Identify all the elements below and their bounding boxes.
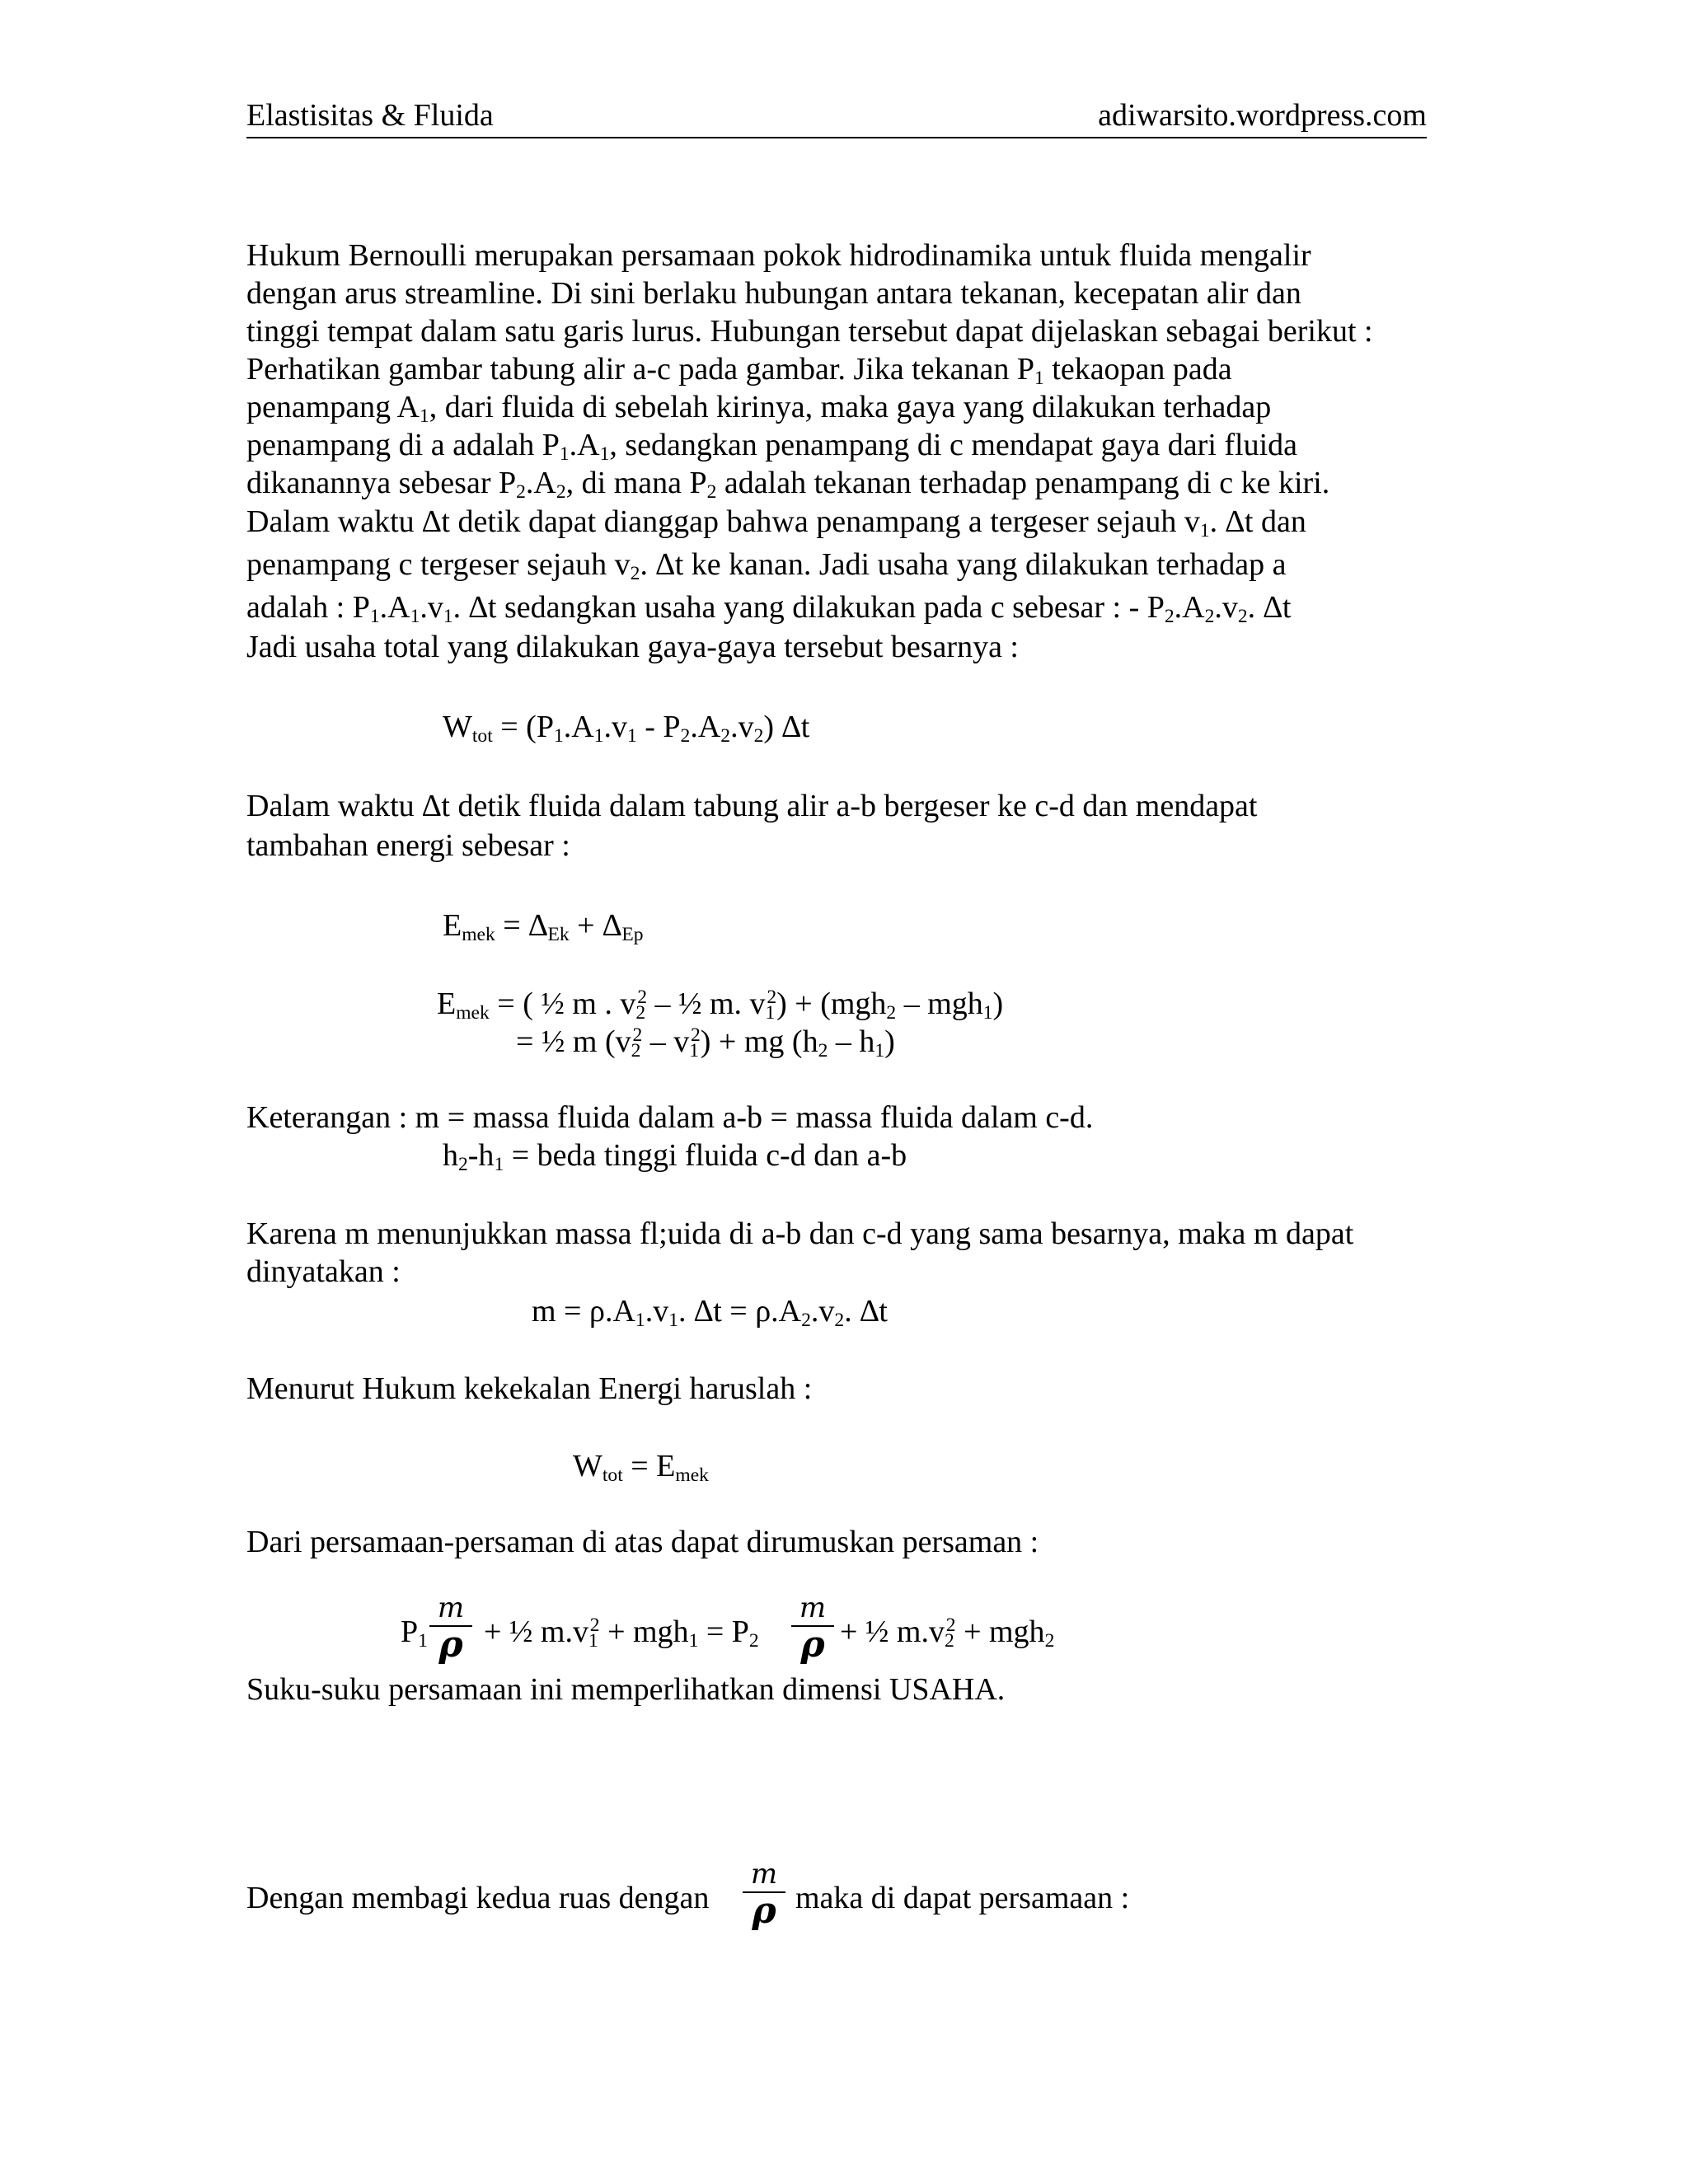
subscript: 1 [418,1629,428,1652]
paragraph-line: Karena m menunjukkan massa fl;uida di a-b dan c-d yang sama besarnya, maka m dapat [246,1216,1354,1251]
text-run: Perhatikan gambar tabung alir a-c pada gambar. Jika tekanan P [246,352,1034,387]
text-run: = ∆ [495,908,548,943]
subscript: 2 [1044,1629,1055,1652]
equation-emek-expanded [437,985,1003,1023]
text-run: . ∆t dan [1209,504,1306,539]
text-run: . ∆t [1247,590,1292,625]
subscript: 1 [593,724,604,747]
paragraph-line: dengan arus streamline. Di sini berlaku hubungan antara tekanan, kecepatan alir dan [246,276,1301,311]
subscript: 1 [668,1309,678,1331]
subscript: 2 [945,1629,954,1652]
text-run: P [401,1615,419,1649]
subscript: 1 [1034,367,1044,389]
fraction-denominator: ρ [752,1890,776,1932]
text-run: .v [730,710,754,744]
subscript: 1 [410,605,420,627]
subscript: mek [456,1001,490,1024]
paragraph-line: Dalam waktu ∆t detik fluida dalam tabung alir a-b bergeser ke c-d dan mendapat [246,789,1258,823]
subscript: 1 [443,605,453,627]
superscript: 2 [589,1615,600,1637]
equation-energy-conservation [573,1447,709,1485]
paragraph-line: Hukum Bernoulli merupakan persamaan pokok hidrodinamika untuk fluida mengalir [246,238,1311,273]
text-run: dikanannya sebesar P [246,466,517,500]
text-run: , dari fluida di sebelah kirinya, maka gaya yang dilakukan terhadap [429,390,1272,424]
text-run: adalah : P [246,590,370,625]
paragraph-line: tambahan energi sebesar : [246,828,570,863]
fraction-denominator: ρ [800,1624,825,1666]
paragraph-line [246,464,1329,502]
superscript: 2 [945,1615,956,1637]
keterangan-line: Keterangan : m = massa fluida dalam a-b = massa fluida dalam c-d. [246,1100,1094,1135]
paragraph-line: Suku-suku persamaan ini memperlihatkan dimensi USAHA. [246,1672,1006,1707]
text-run: , di mana P [565,466,707,500]
text-run: .A [563,710,594,744]
subscript: 1 [626,724,637,747]
equation-bernoulli-end [840,1613,1054,1651]
subscript: tot [471,724,493,747]
subscript: 1 [599,443,610,465]
text-run: ) + mg (h [700,1024,818,1059]
paragraph-line: Menurut Hukum kekekalan Energi haruslah : [246,1371,813,1406]
subscript: 2 [458,1153,468,1175]
subscript: 2 [1164,605,1175,627]
paragraph-line [246,588,1291,626]
subscript: 2 [516,480,526,503]
paragraph-line: dinyatakan : [246,1254,401,1289]
equation-emek-simplified [516,1023,895,1061]
subscript: 2 [680,724,691,747]
text-run: .v [645,1294,669,1329]
text-run: -h [467,1138,495,1173]
text-run: E [437,987,457,1021]
header-title: Elastisitas & Fluida [246,98,494,133]
text-run: tekaopan pada [1043,352,1232,387]
equation-wtot [443,708,809,746]
subscript: 2 [886,1001,897,1024]
fraction-m-over-rho [788,1591,837,1666]
text-run: , sedangkan penampang di c mendapat gaya dari fluida [609,428,1298,462]
subscript: 1 [765,1001,776,1024]
superscript: 2 [767,987,777,1009]
text-run: – h [828,1024,875,1059]
text-run: . ∆t = ρ.A [678,1294,802,1329]
text-run: Dalam waktu ∆t detik dapat dianggap bahwa penampang a tergeser sejauh v [246,504,1200,539]
subscript: 1 [369,605,380,627]
subscript: 1 [553,724,564,747]
subscript: Ek [547,923,570,945]
subscript: 1 [1199,519,1210,541]
subscript: 2 [834,1309,845,1331]
fraction-m-over-rho [739,1858,789,1932]
text-run: – mgh [896,987,983,1021]
text-run: + mgh [599,1615,689,1649]
text-run: = ½ m (v [516,1024,631,1059]
text-run: .v [1214,590,1238,625]
text-run: m = ρ.A [532,1294,635,1329]
subscript: 2 [753,724,764,747]
fraction-denominator: ρ [438,1624,463,1666]
text-run: ) + (mgh [776,987,887,1021]
subscript: 1 [689,1039,699,1062]
subscript: 1 [559,443,570,465]
subscript: 1 [588,1629,598,1652]
header-website: adiwarsito.wordpress.com [1098,98,1427,133]
superscript: 2 [637,987,647,1009]
subscript: 1 [982,1001,993,1024]
text-run: - P [636,710,681,744]
fraction-numerator: m [437,1591,465,1624]
paragraph-line: Dari persamaan-persaman di atas dapat dirumuskan persaman : [246,1525,1039,1559]
text-run: – v [642,1024,690,1059]
subscript: 2 [720,724,731,747]
text-run: .A [525,466,556,500]
text-run: .A [379,590,410,625]
subscript: mek [675,1464,709,1486]
text-run: . ∆t sedangkan usaha yang dilakukan pada c sebesar : - P [452,590,1165,625]
subscript: 1 [874,1039,885,1062]
text-run: ) [992,987,1004,1021]
text-run: + ½ m.v [840,1615,945,1649]
text-run: . ∆t [844,1294,888,1329]
paragraph-line: Jadi usaha total yang dilakukan gaya-gaya tersebut besarnya : [246,630,1019,664]
paragraph-line: maka di dapat persamaan : [795,1881,1130,1915]
subscript: 1 [420,405,429,427]
subscript: 2 [801,1309,811,1331]
text-run: W [573,1449,603,1483]
text-run: = E [622,1449,676,1483]
text-run: + ∆ [569,908,622,943]
subscript: tot [602,1464,623,1486]
paragraph-line [246,503,1306,541]
text-run: penampang di a adalah P [246,428,560,462]
subscript: Ep [621,923,644,945]
equation-emek [443,907,643,944]
text-run: + ½ m.v [484,1615,588,1649]
equation-mass [532,1292,888,1330]
page-header [246,97,1427,138]
subscript: 1 [688,1629,699,1652]
text-run: – ½ m. v [646,987,766,1021]
fraction-m-over-rho [426,1591,476,1666]
text-run: .A [690,710,721,744]
subscript: 2 [748,1629,759,1652]
text-run: E [443,908,462,943]
text-run: . ∆t ke kanan. Jadi usaha yang dilakukan terhadap a [640,547,1287,582]
subscript: 2 [818,1039,828,1062]
fraction-numerator: m [750,1858,778,1891]
text-run: adalah tekanan terhadap penampang di c ke kiri. [716,466,1330,500]
subscript: 2 [1204,605,1215,627]
equation-bernoulli-middle [484,1613,759,1651]
text-run: .A [1174,590,1205,625]
subscript: 2 [706,480,717,503]
subscript: 2 [635,1001,646,1024]
superscript: 2 [691,1024,701,1047]
subscript: mek [462,923,495,945]
paragraph-line [246,546,1286,583]
text-run: = ( ½ m . v [489,987,636,1021]
text-run: + mgh [955,1615,1045,1649]
text-run: .v [810,1294,835,1329]
subscript: 2 [630,562,640,584]
text-run: W [443,710,472,744]
paragraph-line: tinggi tempat dalam satu garis lurus. Hubungan tersebut dapat dijelaskan sebagai berikut : [246,314,1373,349]
text-run: ) [884,1024,895,1059]
paragraph-line [246,350,1232,388]
paragraph-line [246,388,1271,426]
keterangan-line [443,1137,907,1174]
equation-bernoulli-p1 [401,1613,428,1651]
subscript: 2 [556,480,566,503]
paragraph-line [246,426,1297,464]
text-run: penampang A [246,390,420,424]
text-run: .A [569,428,600,462]
text-run: = beda tinggi fluida c-d dan a-b [504,1138,907,1173]
subscript: 1 [635,1309,645,1331]
text-run: penampang c tergeser sejauh v [246,547,631,582]
text-run: = (P [492,710,554,744]
text-run: ) ∆t [763,710,810,744]
superscript: 2 [632,1024,643,1047]
text-run: .v [603,710,627,744]
text-run: .v [420,590,443,625]
subscript: 2 [631,1039,641,1062]
subscript: 2 [1237,605,1248,627]
text-run: = P [698,1615,749,1649]
text-run: h [443,1138,458,1173]
fraction-numerator: m [799,1591,827,1624]
paragraph-line: Dengan membagi kedua ruas dengan [246,1881,710,1915]
subscript: 1 [494,1153,504,1175]
